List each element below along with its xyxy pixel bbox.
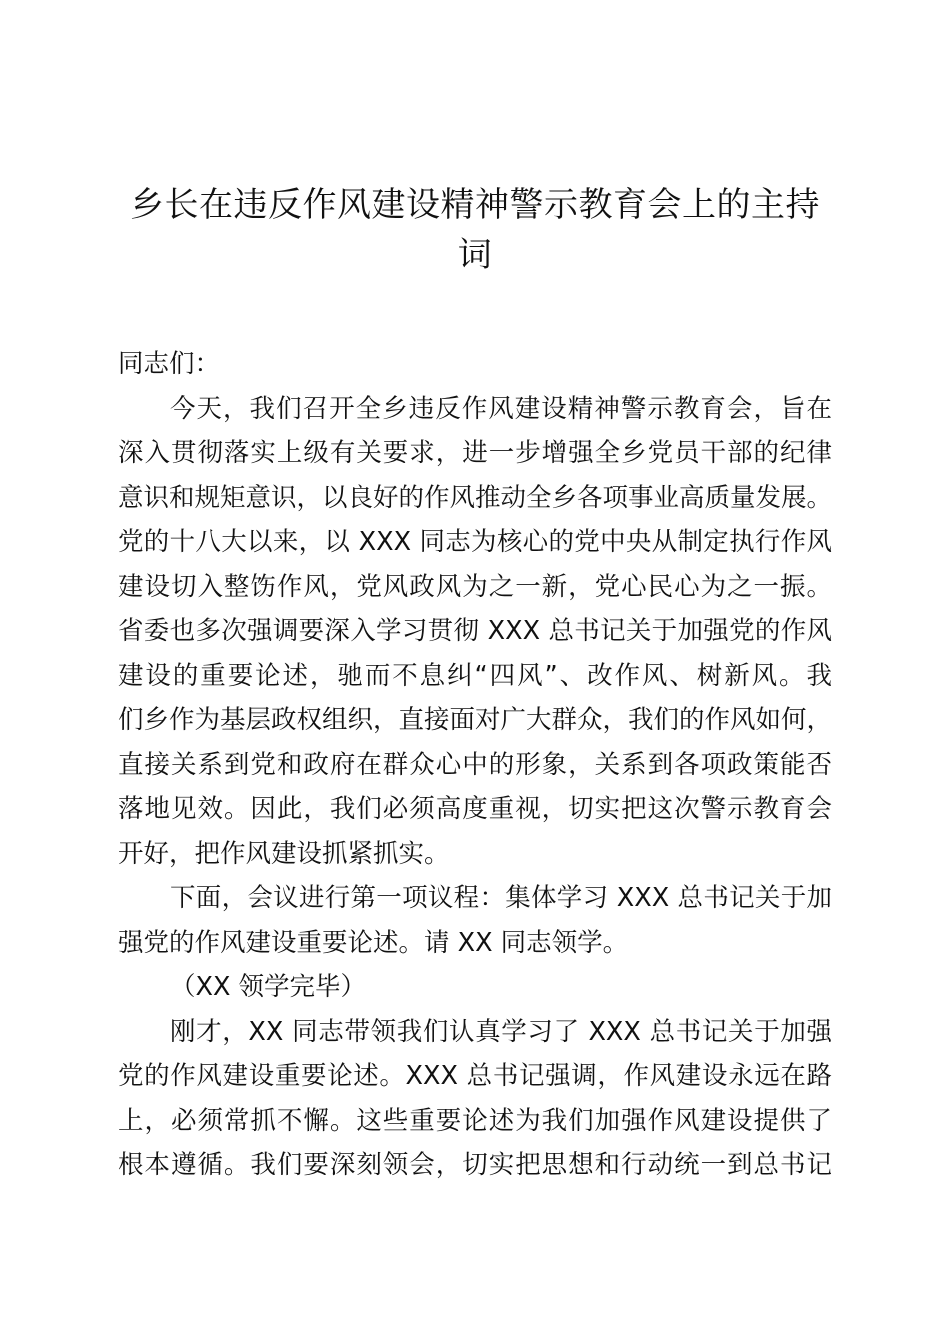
text-line: 党的作风建设重要论述。XXX 总书记强调，作风建设永远在路 (118, 1061, 832, 1091)
text-line: 们乡作为基层政权组织，直接面对广大群众，我们的作风如何， (118, 705, 833, 735)
document-title (118, 180, 832, 280)
document-page (118, 180, 832, 1188)
document-body (118, 342, 832, 1188)
text-line: 根本遵循。我们要深刻领会，切实把思想和行动统一到总书记 (118, 1150, 832, 1180)
paragraph-2 (118, 876, 832, 965)
paragraph-4 (118, 1010, 832, 1188)
text-line: 意识和规矩意识，以良好的作风推动全乡各项事业高质量发展。 (118, 482, 833, 513)
text-line: 省委也多次强调要深入学习贯彻 XXX 总书记关于加强党的作风 (118, 616, 832, 646)
greeting: 同志们： (118, 349, 221, 379)
text-line: 深入贯彻落实上级有关要求，进一步增强全乡党员干部的纪律 (118, 438, 832, 468)
title-line: 词 (457, 235, 493, 275)
text-line: 上，必须常抓不懈。这些重要论述为我们加强作风建设提供了 (118, 1105, 832, 1136)
text-line: 刚才，XX 同志带领我们认真学习了 XXX 总书记关于加强 (170, 1016, 832, 1047)
text-line: 直接关系到党和政府在群众心中的形象，关系到各项政策能否 (118, 749, 832, 780)
text-line: 下面，会议进行第一项议程：集体学习 XXX 总书记关于加 (170, 883, 832, 913)
text-line: 建设切入整饬作风，党风政风为之一新，党心民心为之一振。 (118, 571, 832, 602)
paragraph-3 (118, 965, 832, 1010)
text-line: 今天，我们召开全乡违反作风建设精神警示教育会，旨在 (170, 393, 832, 424)
text-line: （XX 领学完毕） (170, 972, 367, 1002)
paragraph-1 (118, 387, 832, 877)
title-line: 乡长在违反作风建设精神警示教育会上的主持 (130, 185, 820, 225)
text-line: 建设的重要论述，驰而不息纠“四风”、改作风、树新风。我 (118, 660, 832, 691)
text-line: 强党的作风建设重要论述。请 XX 同志领学。 (118, 927, 629, 958)
text-line: 落地见效。因此，我们必须高度重视，切实把这次警示教育会 (118, 794, 832, 824)
text-line: 党的十八大以来，以 XXX 同志为核心的党中央从制定执行作风 (118, 527, 832, 557)
text-line: 开好，把作风建设抓紧抓实。 (118, 838, 450, 869)
